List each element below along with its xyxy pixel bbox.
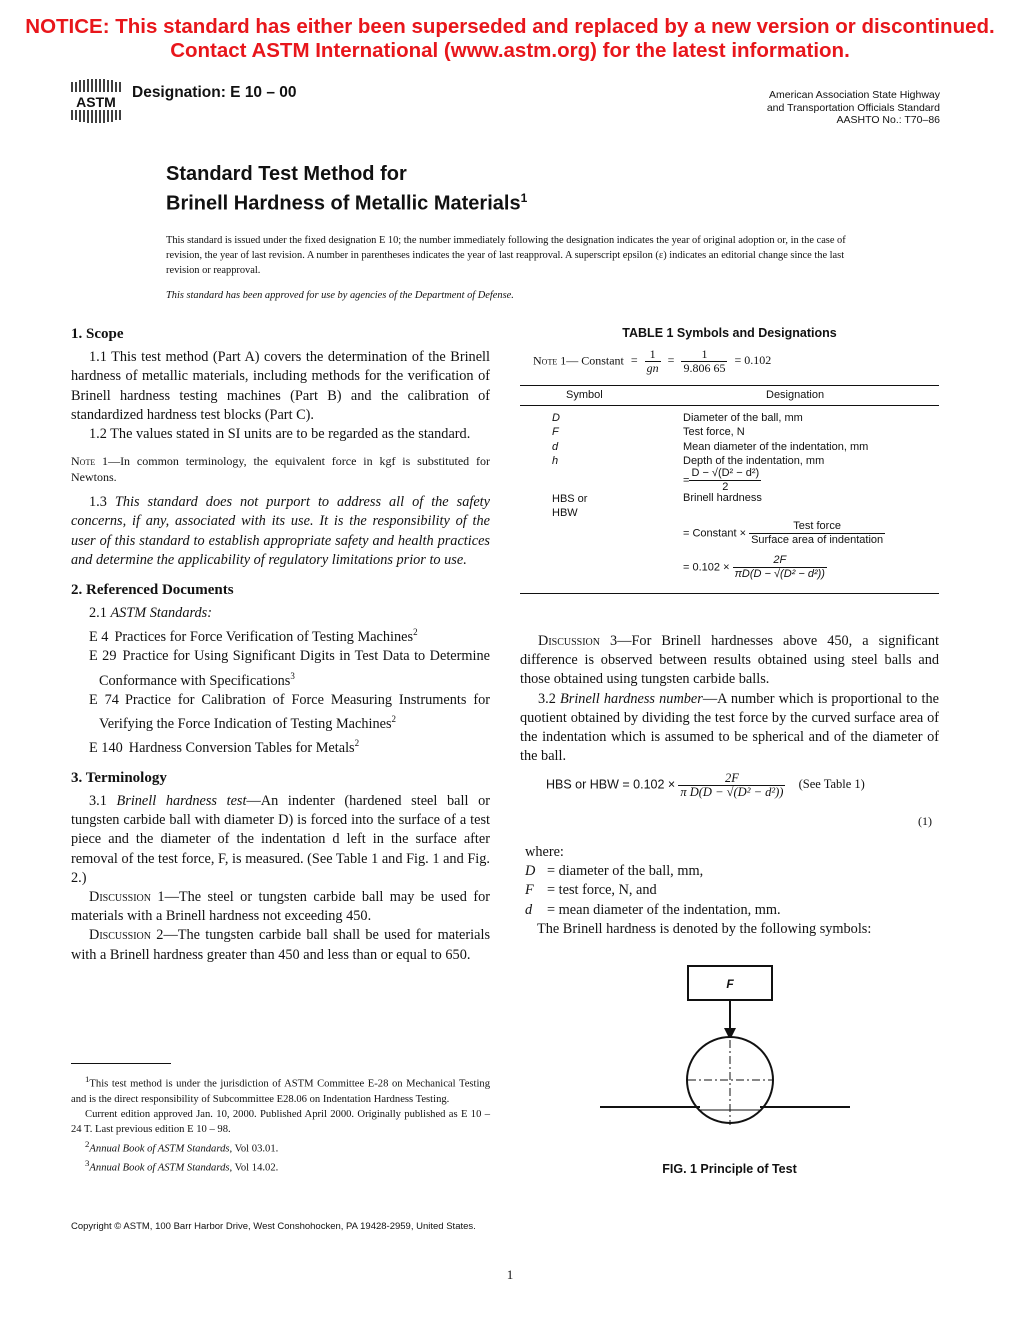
reference-sup: 3 — [290, 670, 295, 681]
para-3-2-num: 3.2 — [538, 690, 561, 707]
footnote-rule — [71, 1063, 171, 1064]
table-cell-designation: Depth of the indentation, mm — [683, 454, 825, 467]
table-1-caption: TABLE 1 Symbols and Designations — [622, 326, 837, 340]
table-row — [552, 425, 942, 439]
reference-title: Practice for Using Significant Digits in Test Data to Determine Conformance with Specifications — [99, 648, 490, 689]
aashto-line-2: and Transportation Officials Standard — [766, 101, 940, 114]
aashto-line-1: American Association State Highway — [769, 89, 940, 101]
table-row — [552, 411, 942, 425]
definitions — [525, 862, 939, 920]
note-1-label: Note 1 — [71, 454, 109, 469]
equation-den: π D(D − √(D² − d²)) — [680, 785, 784, 799]
const-num-2: 1 — [681, 348, 727, 362]
definition-symbol: D — [525, 863, 536, 880]
footnote-2-sup: 2 — [85, 1138, 90, 1149]
reference-sup: 2 — [413, 627, 418, 638]
page-title — [166, 162, 527, 216]
definition-item — [525, 901, 939, 920]
discussion-2 — [71, 926, 490, 964]
para-2-1 — [71, 604, 490, 623]
h-formula: = $\frac{\text{D − √(D² − d²)}}{2}$ — [683, 467, 760, 493]
table-cell-designation: Mean diameter of the indentation, mm — [683, 440, 869, 453]
note-1 — [71, 453, 490, 485]
astm-logo-icon — [70, 78, 122, 124]
hb-designation: Brinell hardness — [683, 492, 762, 504]
reference-sup: 2 — [354, 737, 360, 748]
svg-text:ASTM: ASTM — [76, 94, 116, 110]
table-1-header-rule — [520, 405, 939, 406]
reference-item — [71, 734, 490, 758]
definition-text: = diameter of the ball, mm, — [547, 863, 704, 880]
definition-item — [525, 862, 939, 881]
equation-ref: (See Table 1) — [798, 777, 865, 792]
hbw-symbol: HBW — [552, 507, 578, 520]
const-num-1: 1 — [645, 348, 661, 362]
para-3-2-text: —A number which is proportional to the quotient obtained by dividing the test force by the curved surface area of the indentation which is assumed to be spherical and of the diameter of the ball. — [520, 690, 939, 765]
col-symbol: Symbol — [566, 389, 603, 401]
copyright: Copyright © ASTM, 100 Barr Harbor Drive, West Conshohocken, PA 19428-2959, United States. — [71, 1221, 476, 1232]
footnote-3-sup: 3 — [85, 1158, 90, 1169]
denoted-text: The Brinell hardness is denoted by the following symbols: — [537, 920, 872, 937]
force-label: F — [726, 977, 734, 991]
const-fraction-1 — [645, 348, 661, 375]
hb-formula-1 — [683, 520, 885, 547]
hb-formula-1-den: Surface area of indentation — [751, 534, 884, 546]
reference-code: E 29 — [89, 648, 117, 665]
discussion-1-label: Discussion 1 — [89, 888, 165, 905]
reference-list — [71, 623, 490, 757]
table-cell-symbol: D — [552, 412, 560, 424]
table-cell-designation: Test force, N — [683, 426, 745, 439]
const-value: = 0.102 — [734, 353, 772, 368]
equation-1 — [546, 772, 865, 799]
para-3-1 — [71, 792, 490, 888]
reference-code: E 140 — [89, 739, 123, 756]
footnote-1-text: This test method is under the jurisdiction of ASTM Committee E-28 on Mechanical Testing and is the direct responsibility of Subcommittee E28.06 on Indentation Hardness Testing. — [71, 1078, 490, 1105]
definition-text: = test force, N, and — [547, 882, 657, 899]
h-formula-den: 2 — [722, 481, 729, 493]
para-3-1-text: —An indenter (hardened steel ball or tungsten carbide ball with diameter D) is forced into the surface of a test piece and the diameter of the indentation d left in the surface after removal of the test force, F, is measured. (See Table 1 and Fig. 1 and Fig. 2.) — [71, 792, 490, 886]
discussion-2-text: —The tungsten carbide ball shall be used for materials with a Brinell hardness greater than 450 and less than or equal to 650. — [71, 927, 491, 963]
equation-num: 2F — [678, 772, 785, 786]
footnote-1 — [71, 1072, 490, 1107]
hb-symbol — [552, 492, 587, 521]
figure-1-caption: FIG. 1 Principle of Test — [662, 1162, 797, 1176]
definition-text: = mean diameter of the indentation, mm. — [547, 901, 781, 918]
reference-code: E 4 — [89, 629, 109, 646]
notice-line-1: NOTICE: This standard has either been superseded and replaced by a new version or discontinued. — [25, 15, 995, 38]
table-1-note-text: — Constant — [566, 353, 624, 368]
footnote-2 — [71, 1137, 490, 1157]
title-sup: 1 — [520, 191, 528, 205]
definition-item — [525, 881, 939, 900]
para-3-1-term: Brinell hardness test — [116, 792, 247, 809]
para-2-1-text: ASTM Standards: — [110, 605, 212, 622]
footnote-1-sup: 1 — [85, 1074, 90, 1084]
footnote-1b: Current edition approved Jan. 10, 2000. Published April 2000. Originally published as E 10 – 24 T. Last previous edition E 10 – 98. — [71, 1108, 490, 1135]
h-fraction — [689, 467, 761, 494]
designation: Designation: E 10 – 00 — [132, 84, 297, 101]
table-1-bottom-rule — [520, 593, 939, 594]
title-line-1: Standard Test Method for — [166, 163, 407, 185]
reference-item — [71, 691, 490, 734]
discussion-2-label: Discussion 2 — [89, 927, 164, 944]
const-den-1: gn — [646, 361, 659, 375]
col-designation: Designation — [766, 389, 825, 401]
right-column — [520, 632, 939, 766]
para-3-1-num: 3.1 — [89, 792, 117, 809]
hb-formula-2-num: 2F — [733, 554, 827, 568]
para-3-2 — [520, 690, 939, 767]
title-line-2-wrap — [166, 186, 527, 216]
table-1-top-rule — [520, 385, 939, 386]
discussion-3-text: —For Brinell hardnesses above 450, a significant difference is observed between results obtained using steel balls and those obtained using tungsten carbide balls. — [520, 633, 939, 688]
title-line-2: Brinell Hardness of Metallic Materials — [166, 192, 521, 215]
discussion-1 — [71, 888, 490, 926]
table-cell-symbol: F — [552, 426, 559, 439]
aashto-block — [767, 89, 940, 127]
const-den-2: 9.806 65 — [683, 361, 726, 375]
intro-text: This standard is issued under the fixed designation E 10; the number immediately following the designation indicates the year of original adoption or, in the case of revision, the year of last revision. A number in parentheses indicates the year of last reapproval. A superscript epsilon (ε) indicates an editorial change since the last revision or reapproval. — [166, 235, 846, 276]
notice-line-2: Contact ASTM International (www.astm.org) for the latest information. — [170, 39, 850, 62]
definition-symbol: d — [525, 901, 533, 918]
hb-formula-2-prefix: = 0.102 × — [683, 561, 730, 574]
note-1-text: —In common terminology, the equivalent force in kgf is substituted for Newtons. — [71, 454, 490, 485]
reference-item — [71, 647, 490, 690]
terminology-heading: 3. Terminology — [71, 769, 167, 786]
hb-formula-1-fraction — [749, 520, 885, 547]
para-1-3-text: This standard does not purport to address all of the safety concerns, if any, associated with its use. It is the responsibility of the user of this standard to establish appropriate safety and health practices and determine the applicability of regulatory limitations prior to use. — [71, 494, 490, 568]
where-label: where: — [525, 844, 564, 860]
definition-symbol: F — [525, 882, 534, 899]
discussion-1-text: —The steel or tungsten carbide ball may be used for materials with a Brinell hardness not exceeding 450. — [71, 888, 490, 925]
const-fraction-2 — [681, 348, 727, 375]
equation-left: HBS or HBW = 0.102 × — [546, 777, 676, 792]
footnote-3-text: Annual Book of ASTM Standards — [89, 1162, 230, 1174]
table-1-rows — [552, 411, 942, 468]
reference-title: Hardness Conversion Tables for Metals — [128, 739, 355, 756]
hb-formula-1-num: Test force — [749, 520, 885, 534]
table-cell-symbol: h — [552, 454, 559, 467]
reference-code: E 74 — [89, 691, 119, 708]
para-3-2-term: Brinell hardness number — [560, 690, 703, 707]
hb-formula-2-fraction — [733, 554, 827, 581]
where-block — [525, 843, 939, 939]
reference-title: Practices for Force Verification of Testing Machines — [114, 629, 414, 646]
footnote-3-vol: , Vol 14.02. — [229, 1162, 279, 1174]
hb-formula-2 — [683, 554, 827, 581]
para-1-3-num: 1.3 — [89, 494, 115, 511]
dod-text: This standard has been approved for use by agencies of the Department of Defense. — [166, 290, 514, 301]
reference-title: Practice for Calibration of Force Measuring Instruments for Verifying the Force Indication of Testing Machines — [99, 691, 490, 732]
para-1-1: 1.1 This test method (Part A) covers the determination of the Brinell hardness of metallic materials, including methods for the verification of Brinell hardness testing machines (Part B) and the calibration of standardized hardness test blocks (Part C). — [71, 349, 490, 423]
scope-heading: 1. Scope — [71, 326, 124, 342]
footnote-2-vol: , Vol 03.01. — [229, 1143, 279, 1155]
equation-fraction — [678, 772, 785, 799]
hbs-symbol: HBS or — [552, 493, 588, 505]
discussion-3-label: Discussion 3 — [538, 633, 618, 649]
footnotes — [71, 1072, 490, 1176]
table-1-note: Note 1— Constant = $\frac{1}{gn}$ = $\frac{1}{9.806 65}$ = 0.102 — [533, 347, 772, 375]
footnote-3 — [71, 1156, 490, 1176]
footnote-2-text: Annual Book of ASTM Standards — [89, 1143, 230, 1155]
hb-formula-2-den: πD(D − √(D² − d²)) — [734, 568, 825, 580]
figure-1-diagram — [600, 960, 880, 1130]
left-column — [71, 325, 490, 965]
para-2-1-num: 2.1 — [89, 605, 111, 622]
aashto-line-3: AASHTO No.: T70–86 — [836, 114, 940, 126]
h-formula-num: D − √(D² − d²) — [691, 467, 760, 479]
equation-number: (1) — [918, 814, 932, 828]
reference-sup: 2 — [391, 713, 397, 724]
hb-formula-1-prefix: = Constant × — [683, 527, 746, 540]
table-1-note-label: Note 1 — [533, 353, 567, 368]
table-row — [552, 440, 942, 454]
table-cell-designation: Diameter of the ball, mm — [683, 412, 803, 424]
para-1-2: 1.2 The values stated in SI units are to be regarded as the standard. — [89, 426, 471, 443]
discussion-3 — [520, 632, 939, 690]
page-number: 1 — [506, 1267, 514, 1282]
refdocs-heading: 2. Referenced Documents — [71, 582, 234, 599]
reference-item — [71, 623, 490, 647]
table-cell-symbol: d — [552, 440, 559, 453]
para-1-3 — [71, 493, 490, 570]
